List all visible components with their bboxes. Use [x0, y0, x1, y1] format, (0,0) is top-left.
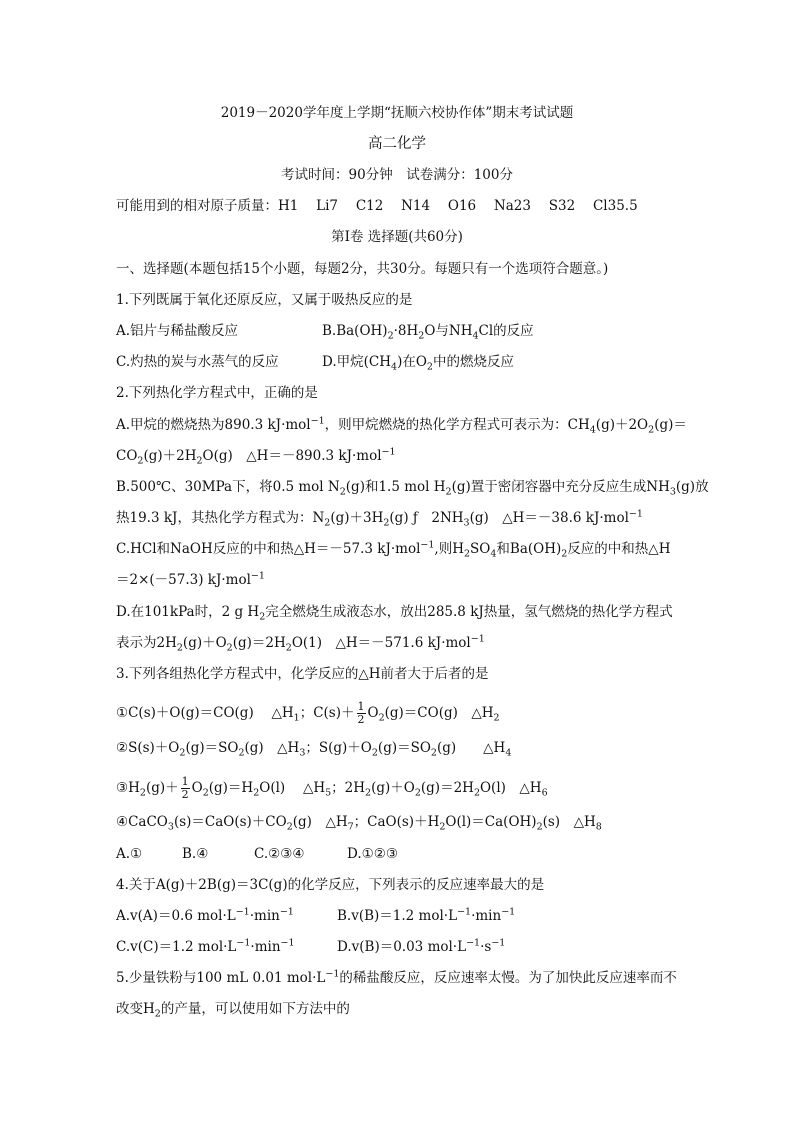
q3-group-1: ①C(s)＋O(g)＝CO(g) $\triangle H_1$；C(s)＋ $\frac{1}{2}$ $O_2(g)=CO(g)$ $\triangle H_2$	[116, 700, 500, 726]
q3-group-3: $③H_2(g)+$ $\frac{1}{2}$ $O_2(g)=H_2O(l)$ $\triangle H_5$；$2H_2(g)+O_2(g)=2H_2O(l)$ $\triangle H_6$	[116, 775, 548, 801]
q4-option-b: B.v(B)＝1.2 $mol\cdot L^{-1}\cdot\min^{-1}$	[337, 906, 516, 924]
q1-option-a: A.铝片与稀盐酸反应	[116, 323, 239, 339]
q1-option-d: D.甲烷$(CH_4)$在$O_2$中的燃烧反应	[322, 354, 514, 373]
q4-option-d: D.v(B)＝0.03 $mol\cdot L^{-1}\cdot s^{-1}$	[337, 937, 506, 955]
q2-option-b-line1: B.500℃、30MPa下，将0.5 mol $N_2(g)$和1.5 mol $H_2(g)$置于密闭容器中充分反应生成$NH_3(g)$放	[116, 479, 709, 498]
fraction-half: $\frac{1}{2}$	[357, 700, 365, 726]
q3-group-2: $②S(s)+O_2(g)=SO_2(g)$ $\triangle H_3$；$S(g)+O_2(g)=SO_2(g)$ $\triangle H_4$	[116, 740, 512, 759]
q4-stem: 4.关于A(g)＋2B(g)＝3C(g)的化学反应，下列表示的反应速率最大的是	[116, 877, 545, 893]
q2-option-a-line1: A.甲烷的燃烧热为890.3 kJ·mol$^{-1}$，则甲烷燃烧的热化学方程式可表示为：$CH_4(g)+2O_2(g)=$	[116, 415, 687, 436]
q2-option-c-line1: C.HCl和NaOH反应的中和热△H＝－57.3 kJ·mol$^{-1}$,则$H_2SO_4$和$Ba(OH)_2$反应的中和热△H	[116, 539, 671, 560]
fraction-half: $\frac{1}{2}$	[181, 775, 189, 801]
q5-stem-line2: 改变$H_2$的产量，可以使用如下方法中的	[116, 1001, 350, 1020]
q2-option-d-line1: D.在101kPa时，2 g $H_2$完全燃烧生成液态水，放出285.8 kJ热量，氢气燃烧的热化学方程式	[116, 604, 673, 623]
q3-option-b: B.④	[182, 846, 209, 862]
q1-stem: 1.下列既属于氧化还原反应，又属于吸热反应的是	[116, 292, 413, 308]
q2-option-c-line2: ＝2×(－57.3) kJ·mol$^{-1}$	[116, 570, 265, 588]
q2-stem: 2.下列热化学方程式中，正确的是	[116, 385, 318, 401]
part-title: 第Ⅰ卷 选择题(共60分)	[331, 229, 463, 245]
q3-option-c: C.②③④	[254, 846, 305, 862]
q2-option-d-line2: 表示为$2H_2(g)+O_2(g)=2H_2O(1)$ △H＝－571.6 kJ·mol$^{-1}$	[116, 633, 485, 654]
q3-option-d: D.①②③	[347, 846, 398, 862]
section-intro: 一、选择题(本题包括15个小题，每题2分，共30分。每题只有一个选项符合题意。)	[116, 261, 609, 277]
q3-option-a: A.①	[116, 846, 143, 862]
q3-stem: 3.下列各组热化学方程式中，化学反应的△H前者大于后者的是	[116, 666, 489, 682]
exam-title: 2019－2020学年度上学期“抚顺六校协作体”期末考试试题	[220, 105, 574, 121]
q4-option-a: A.v(A)＝0.6 $mol\cdot L^{-1}\cdot\min^{-1}$	[116, 906, 294, 924]
q5-stem-line1: 5.少量铁粉与100 mL 0.01 $mol\cdot L^{-1}$的稀盐酸反应，反应速率太慢。为了加快此反应速率而不	[116, 968, 677, 986]
q2-option-a-line2: $CO_2(g)+2H_2O(g)$ △H＝－890.3 kJ·mol$^{-1}$	[116, 446, 396, 467]
subject-title: 高二化学	[368, 136, 426, 152]
q1-option-c: C.灼热的炭与水蒸气的反应	[116, 354, 279, 370]
atomic-masses: 可能用到的相对原子质量：H1 Li7 C12 N14 O16 Na23 S32 Cl35.5	[116, 198, 638, 214]
exam-info: 考试时间：90分钟 试卷满分：100分	[281, 167, 513, 183]
q1-option-b: $B.Ba(OH)_2\cdot 8H_2O$与$NH_4Cl$的反应	[322, 323, 534, 342]
q2-option-b-line2: 热19.3 kJ，其热化学方程式为：$N_2(g)+3H_2(g)$ ƒ $2NH_3(g)$ △H＝－38.6 kJ·mol$^{-1}$	[116, 508, 643, 529]
q3-group-4: $④CaCO_3(s)=CaO(s)+CO_2(g)$ $\triangle H_7$；$CaO(s)+H_2O(l)=Ca(OH)_2(s)$ $\triangle H_8$	[116, 814, 602, 833]
q4-option-c: C.v(C)＝1.2 $mol\cdot L^{-1}\cdot\min^{-1}$	[116, 937, 295, 955]
